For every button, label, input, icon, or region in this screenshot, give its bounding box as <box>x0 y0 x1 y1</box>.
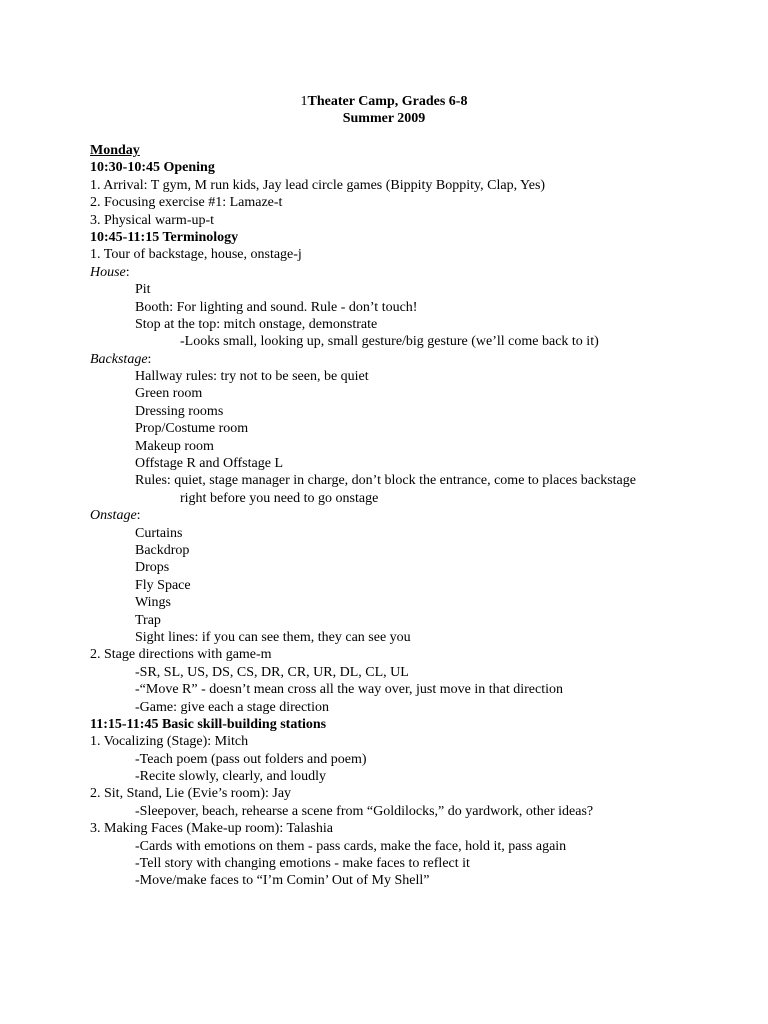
body-line <box>90 768 760 785</box>
body-line <box>90 629 760 646</box>
body-line-text: 3. Making Faces (Make-up room): Talashia <box>90 821 333 837</box>
time-block-heading <box>90 716 760 733</box>
body-line <box>90 333 760 350</box>
body-line <box>90 838 760 855</box>
body-line <box>90 733 760 750</box>
body-line-text: -Move/make faces to “I’m Comin’ Out of My Shell” <box>135 873 430 889</box>
body-line-text: -SR, SL, US, DS, CS, DR, CR, UR, DL, CL, UL <box>135 664 409 680</box>
body-line <box>90 681 760 698</box>
body-line-text: Prop/Costume room <box>135 421 249 437</box>
body-line <box>90 559 760 576</box>
body-line-text: -“Move R” - doesn’t mean cross all the way over, just move in that direction <box>135 682 564 698</box>
body-line-text: 1. Tour of backstage, house, onstage-j <box>90 247 302 263</box>
body-line <box>90 577 760 594</box>
body-line <box>90 542 760 559</box>
document-header <box>0 93 768 128</box>
body-line-text: Fly Space <box>135 577 191 593</box>
area-subheading-text: Backstage <box>90 351 148 367</box>
body-line-text: Booth: For lighting and sound. Rule - don’t touch! <box>135 299 418 315</box>
area-subheading-text: Onstage <box>90 508 137 524</box>
body-line <box>90 490 760 507</box>
body-line-text: right before you need to go onstage <box>180 490 379 506</box>
body-line-text: Sight lines: if you can see them, they can see you <box>135 629 411 645</box>
body-line-text: 1. Vocalizing (Stage): Mitch <box>90 734 249 750</box>
body-line <box>90 420 760 437</box>
body-line-text: Curtains <box>135 525 183 541</box>
body-line-text: Backdrop <box>135 542 190 558</box>
body-line <box>90 646 760 663</box>
area-subheading <box>90 351 760 368</box>
day-heading-text: Monday <box>90 143 140 158</box>
body-line <box>90 281 760 298</box>
body-line <box>90 177 760 194</box>
body-line-text: -Recite slowly, clearly, and loudly <box>135 769 327 785</box>
body-line <box>90 612 760 629</box>
body-line <box>90 699 760 716</box>
area-subheading <box>90 264 760 281</box>
body-line-text: 2. Sit, Stand, Lie (Evie’s room): Jay <box>90 786 292 802</box>
heading-colon: : <box>125 264 130 280</box>
body-line <box>90 299 760 316</box>
body-line-text: -Cards with emotions on them - pass cards, make the face, hold it, pass again <box>135 838 567 854</box>
body-line-text: Pit <box>135 282 151 298</box>
body-line <box>90 316 760 333</box>
time-block-heading <box>90 229 760 246</box>
body-line-text: Stop at the top: mitch onstage, demonstrate <box>135 316 378 332</box>
body-line-text: -Sleepover, beach, rehearse a scene from “Goldilocks,” do yardwork, other ideas? <box>135 803 594 819</box>
body-line-text: -Game: give each a stage direction <box>135 699 329 715</box>
heading-colon: : <box>147 351 152 367</box>
body-line <box>90 855 760 872</box>
body-line <box>90 872 760 889</box>
body-line <box>90 368 760 385</box>
body-line <box>90 803 760 820</box>
body-line <box>90 438 760 455</box>
title-line <box>0 93 768 110</box>
body-line-text: Wings <box>135 595 171 611</box>
body-line <box>90 594 760 611</box>
page-number: 1 <box>300 94 308 109</box>
area-subheading <box>90 507 760 524</box>
area-subheading-text: House <box>90 264 126 280</box>
body-line-text: Dressing rooms <box>135 403 224 419</box>
body-line-text: Hallway rules: try not to be seen, be quiet <box>135 369 369 385</box>
body-line-text: 3. Physical warm-up-t <box>90 212 215 228</box>
body-line-text: -Teach poem (pass out folders and poem) <box>135 751 367 767</box>
body-line-text: Offstage R and Offstage L <box>135 456 283 472</box>
body-line <box>90 194 760 211</box>
body-line <box>90 455 760 472</box>
body-line <box>90 472 760 489</box>
body-line-text: Trap <box>135 612 161 628</box>
heading-colon: : <box>136 508 141 524</box>
body-line <box>90 403 760 420</box>
body-line-text: -Tell story with changing emotions - make faces to reflect it <box>135 856 470 872</box>
document-title: Theater Camp, Grades 6-8 <box>307 94 468 109</box>
body-line-text: -Looks small, looking up, small gesture/big gesture (we’ll come back to it) <box>180 334 599 350</box>
body-line <box>90 664 760 681</box>
body-line-text: 2. Stage directions with game-m <box>90 647 272 663</box>
time-block-heading-text: 11:15-11:45 Basic skill-building stations <box>90 716 327 732</box>
body-line-text: Makeup room <box>135 438 214 454</box>
body-line-text: 1. Arrival: T gym, M run kids, Jay lead circle games (Bippity Boppity, Clap, Yes) <box>90 177 546 193</box>
document-body <box>90 142 760 890</box>
time-block-heading <box>90 159 760 176</box>
body-line-text: Rules: quiet, stage manager in charge, don’t block the entrance, come to places backstage <box>135 473 636 489</box>
body-line <box>90 525 760 542</box>
body-line <box>90 785 760 802</box>
body-line <box>90 246 760 263</box>
body-line-text: Green room <box>135 386 203 402</box>
body-line <box>90 385 760 402</box>
time-block-heading-text: 10:45-11:15 Terminology <box>90 229 239 245</box>
body-line-text: 2. Focusing exercise #1: Lamaze-t <box>90 195 283 211</box>
body-line-text: Drops <box>135 560 170 576</box>
document-subtitle: Summer 2009 <box>342 111 426 127</box>
body-line <box>90 212 760 229</box>
time-block-heading-text: 10:30-10:45 Opening <box>90 160 215 176</box>
body-line <box>90 820 760 837</box>
day-heading <box>90 142 760 159</box>
body-line <box>90 751 760 768</box>
